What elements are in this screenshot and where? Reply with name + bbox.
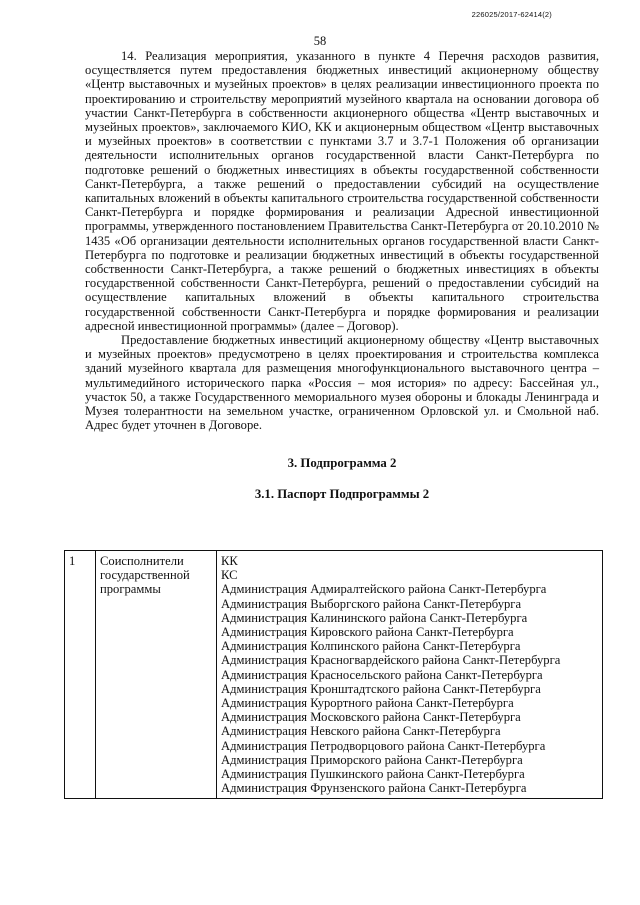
list-item: Администрация Адмиралтейского района Санкт-Петербурга <box>221 582 547 597</box>
document-body <box>85 49 599 501</box>
document-id: 226025/2017-62414(2) <box>471 10 552 19</box>
list-item: Администрация Пушкинского района Санкт-Петербурга <box>221 767 525 782</box>
passport-table <box>64 550 603 799</box>
list-item: Администрация Фрунзенского района Санкт-Петербурга <box>221 781 527 796</box>
list-item: Администрация Невского района Санкт-Петербурга <box>221 724 501 739</box>
paragraph-item-14: 14. Реализация мероприятия, указанного в пункте 4 Перечня расходов развития, осуществляется путем предоставления бюджетных инвестиций акционерному обществу «Центр выставочных и музейных проектов» в целях реализации инвестиционного проекта по проектированию и строительству мероприятий музейного квартала на основании договора об участии Санкт-Петербурга в собственности акционерного общества «Центр выставочных и музейных проектов», заключаемого КИО, КК и акционерным обществом «Центр выставочных и музейных проектов» в соответствии с пунктами 3.7 и 3.7-1 Положения об организации деятельности исполнительных органов государственной власти Санкт-Петербурга по подготовке решений о бюджетных инвестициях в объекты государственной собственности Санкт-Петербурга, а также решений о предоставлении субсидий на осуществление капитальных вложений в объекты капитального строительства государственной собственности Санкт-Петербурга и порядке формирования и реализации Адресной инвестиционной программы, утвержденного постановлением Правительства Санкт-Петербурга от 20.10.2010 № 1435 «Об организации деятельности исполнительных органов государственной власти Санкт-Петербурга по подготовке и реализации бюджетных инвестиций в объекты государственной собственности Санкт-Петербурга, а также решений о бюджетных инвестициях в объекты государственной собственности Санкт-Петербурга, решений о предоставлении субсидий на осуществление капитальных вложений в объекты капитального строительства государственной собственности Санкт-Петербурга и порядке формирования и реализации адресной инвестиционной программы» (далее – Договор). <box>85 49 599 333</box>
list-item: Администрация Кронштадтского района Санкт-Петербурга <box>221 681 541 696</box>
subsection-heading: 3.1. Паспорт Подпрограммы 2 <box>254 486 430 501</box>
list-item: Администрация Курортного района Санкт-Петербурга <box>221 696 514 711</box>
page-number: 58 <box>313 34 327 48</box>
table-row <box>65 551 603 799</box>
list-item: Администрация Приморского района Санкт-Петербурга <box>221 752 523 767</box>
co-executors-list-cell <box>217 551 603 799</box>
list-item: КК <box>221 554 238 568</box>
list-item: Администрация Выборгского района Санкт-Петербурга <box>221 596 522 611</box>
section-heading: 3. Подпрограмма 2 <box>287 456 397 471</box>
paragraph-investment-purpose: Предоставление бюджетных инвестиций акционерному обществу «Центр выставочных и музейных проектов» предусмотрено в целях проектирования и строительства комплекса зданий музейного квартала для размещения многофункционального выставочного центра – мультимедийного исторического парка «Россия – моя история» по адресу: Бассейная ул., участок 50, а также Государственного мемориального музея обороны и блокады Ленинграда и Музея толерантности на земельном участке, ограниченном Орловской ул. и Смольной наб. Адрес будет уточнен в Договоре. <box>85 333 599 433</box>
list-item: Администрация Красносельского района Санкт-Петербурга <box>221 667 543 682</box>
row-number-cell: 1 <box>65 551 96 799</box>
list-item: Администрация Колпинского района Санкт-Петербурга <box>221 639 521 654</box>
list-item: КС <box>221 568 238 583</box>
list-item: Администрация Красногвардейского района Санкт-Петербурга <box>221 653 561 668</box>
list-item: Администрация Московского района Санкт-Петербурга <box>221 710 521 725</box>
list-item: Администрация Кировского района Санкт-Петербурга <box>221 625 514 640</box>
list-item: Администрация Калининского района Санкт-Петербурга <box>221 610 528 625</box>
list-item: Администрация Петродворцового района Санкт-Петербурга <box>221 738 546 753</box>
row-label-cell: Соисполнители государственной программы <box>96 551 217 799</box>
